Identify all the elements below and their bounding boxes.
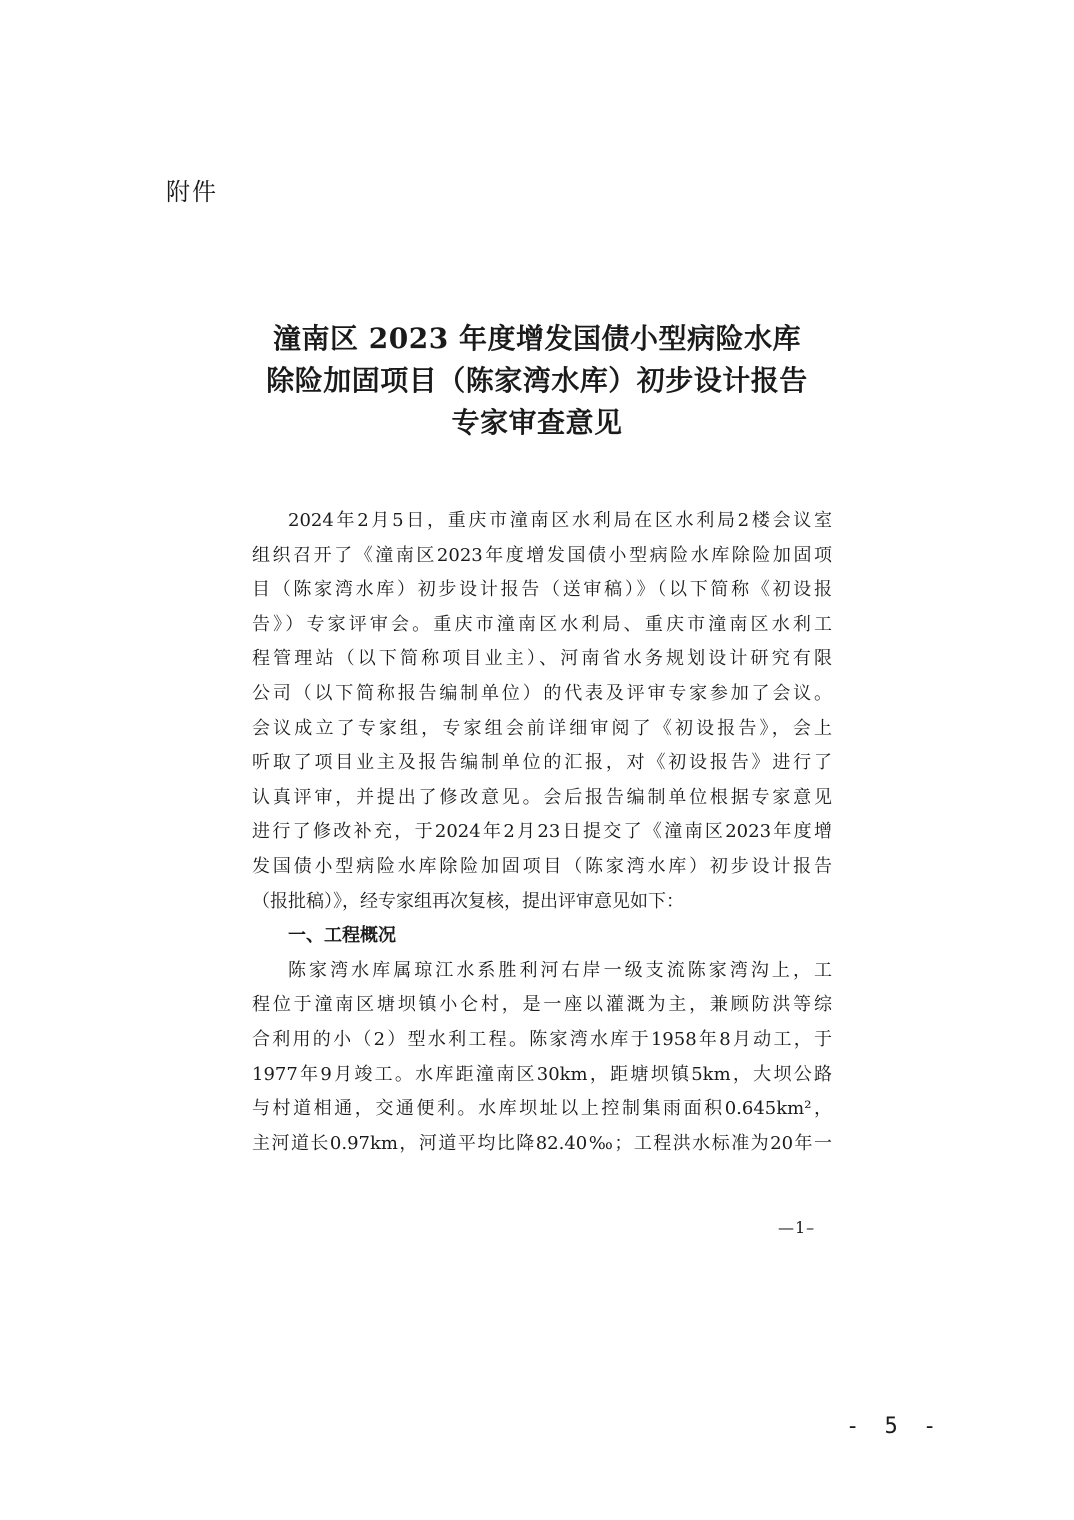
- text-line: 主河道长0.97km，河道平均比降82.40‰；工程洪水标准为20年一: [252, 1132, 832, 1154]
- text-line: 程位于潼南区塘坝镇小仑村，是一座以灌溉为主，兼顾防洪等综: [252, 994, 832, 1016]
- text-line: 合利用的小（2）型水利工程。陈家湾水库于1958年8月动工，于: [252, 1028, 832, 1050]
- inner-page-number: —1–: [778, 1218, 816, 1237]
- text-line: 告》）专家评审会。重庆市潼南区水利局、重庆市潼南区水利工: [252, 613, 832, 635]
- text-line: 发国债小型病险水库除险加固项目（陈家湾水库）初步设计报告: [252, 855, 832, 877]
- title-line-2: 除险加固项目（陈家湾水库）初步设计报告: [266, 364, 808, 397]
- text-line: 听取了项目业主及报告编制单位的汇报，对《初设报告》进行了: [252, 752, 832, 774]
- text-line: 陈家湾水库属琼江水系胜利河右岸一级支流陈家湾沟上，工: [288, 959, 832, 981]
- text-line: 2024年2月5日，重庆市潼南区水利局在区水利局2楼会议室: [288, 510, 832, 531]
- text-line: 目（陈家湾水库）初步设计报告（送审稿）》（以下简称《初设报: [252, 579, 832, 601]
- text-line: 认真评审，并提出了修改意见。会后报告编制单位根据专家意见: [252, 786, 832, 808]
- text-line: 会议成立了专家组，专家组会前详细审阅了《初设报告》，会上: [252, 717, 832, 739]
- section-heading: 一、工程概况: [288, 925, 396, 947]
- text-line: 1977年9月竣工。水库距潼南区30km，距塘坝镇5km，大坝公路: [252, 1063, 832, 1085]
- attachment-label: 附件: [166, 178, 218, 206]
- text-line: 与村道相通，交通便利。水库坝址以上控制集雨面积0.645km²，: [252, 1098, 832, 1120]
- title-line-1: 潼南区 2023 年度增发国债小型病险水库: [273, 322, 801, 355]
- page-number: - 5 -: [846, 1414, 943, 1439]
- text-line: 程管理站（以下简称项目业主）、河南省水务规划设计研究有限: [252, 648, 832, 670]
- document-title: [0, 318, 1074, 444]
- paragraph-intro: [252, 504, 832, 919]
- text-line: 进行了修改补充，于2024年2月23日提交了《潼南区2023年度增: [252, 821, 832, 843]
- paragraph-project-overview: [252, 954, 832, 1162]
- text-line: （报批稿）》，经专家组再次复核，提出评审意见如下：: [252, 890, 684, 912]
- title-line-3: 专家审查意见: [451, 406, 623, 439]
- document-body: [252, 504, 832, 1161]
- text-line: 组织召开了《潼南区2023年度增发国债小型病险水库除险加固项: [252, 544, 832, 566]
- text-line: 公司（以下简称报告编制单位）的代表及评审专家参加了会议。: [252, 682, 832, 704]
